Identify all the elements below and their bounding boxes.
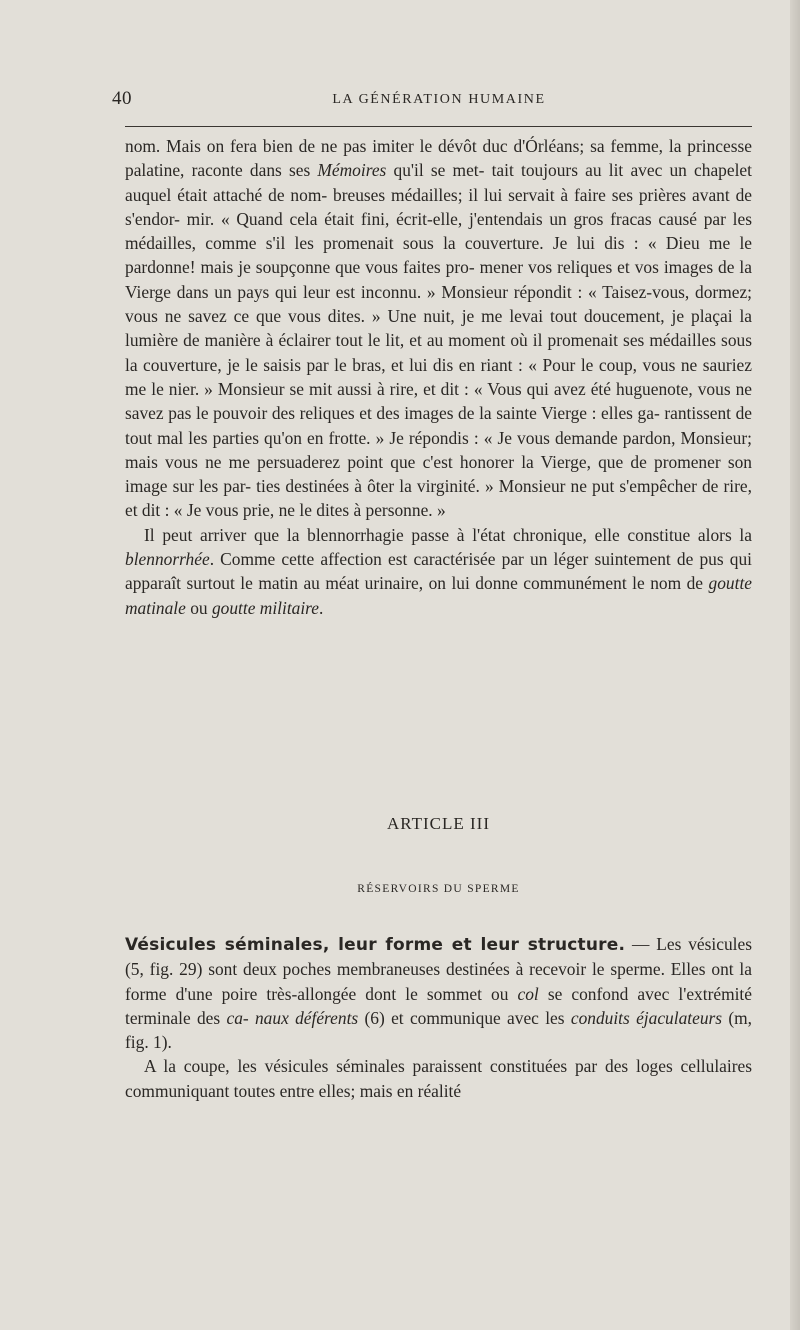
paragraph-blennorrhee: Il peut arriver que la blennorrhagie passe à l'état chronique, elle constitue alors la blennorrhée. Comme cette affection est caractérisée par un léger suintement de pus qui apparaît surtout le matin au méat urinaire, on lui donne communément le nom de goutte matinale ou goutte militaire. [125,524,752,618]
italic-term: blennorrhée [125,549,210,570]
italic-term: col [517,983,539,1004]
section-paragraph-1: Vésicules séminales, leur forme et leur structure. — Les vésicules (5, fig. 29) sont deux poches membraneuses destinées à recevoir le sperme. Elles ont la forme d'une poire très-allongée dont le sommet ou col se confond avec l'extrémité terminale des ca- naux déférents (6) et communique avec les conduits éjaculateurs (m, fig. 1). [125,934,753,1053]
paragraph-memoires-anecdote: nom. Mais on fera bien de ne pas imiter le dévôt duc d'Órléans; sa femme, la princesse palatine, raconte dans ses Mémoires qu'il se met- tait toujours au lit avec un chapelet auquel était attaché de nom- breuses médailles; il lui servait à faire ses prières avant de s'endor- mir. « Quand cela était fini, écrit-elle, j'entendais un gros fracas causé par les médailles, comme s'il les promenait sous la couverture. Je lui dis : « Dieu me le pardonne! mais je soupçonne que vous faites pro- mener vos reliques et vos images de la Vierge dans un pays qui leur est inconnu. » Monsieur répondit : « Taisez-vous, dormez; vous ne savez ce que vous dites. » Une nuit, je me levai tout doucement, je plaçai la lumière de manière à éclairer tout le lit, et au moment où il promenait ses médailles sous la couverture, je le saisis par le bras, et lui dis en riant : « Pour le coup, vous ne sauriez me le nier. » Monsieur se mit aussi à rire, et dit : « Vous qui avez été huguenote, vous ne savez pas le pouvoir des reliques et des images de la sainte Vierge : elles ga- rantissent de tout mal les parties qu'on en frotte. » Je répondis : « Je vous demande pardon, Monsieur; mais vous ne me persuaderez point que c'est honorer la Vierge, que de promener son image sur les par- ties destinées à ôter la virginité. » Monsieur ne put s'empêcher de rire, et dit : « Je vous prie, ne le dites à personne. » [125,136,752,521]
section-vesicules [125,932,752,1103]
page-number: 40 [112,88,132,109]
section-paragraph-2: A la coupe, les vésicules séminales paraissent constituées par des loges cellulaires communiquant toutes entre elles; mais en réalité [125,1056,752,1101]
italic-term: conduits éjaculateurs [570,1007,723,1028]
section-heading: Vésicules séminales, leur forme et leur structure. [125,935,626,955]
italic-term: goutte militaire [211,597,320,618]
page-header [112,88,752,118]
page-edge-shadow [790,0,800,1330]
article-title: ARTICLE III [387,814,490,833]
italic-term: Mémoires [317,160,387,181]
body-text [125,134,752,620]
italic-term: goutte matinale [125,573,752,618]
italic-term: ca- naux déférents [226,1007,359,1028]
article-subtitle: RÉSERVOIRS DU SPERME [357,883,520,895]
running-title: LA GÉNÉRATION HUMAINE [332,92,546,107]
header-rule [125,126,752,127]
